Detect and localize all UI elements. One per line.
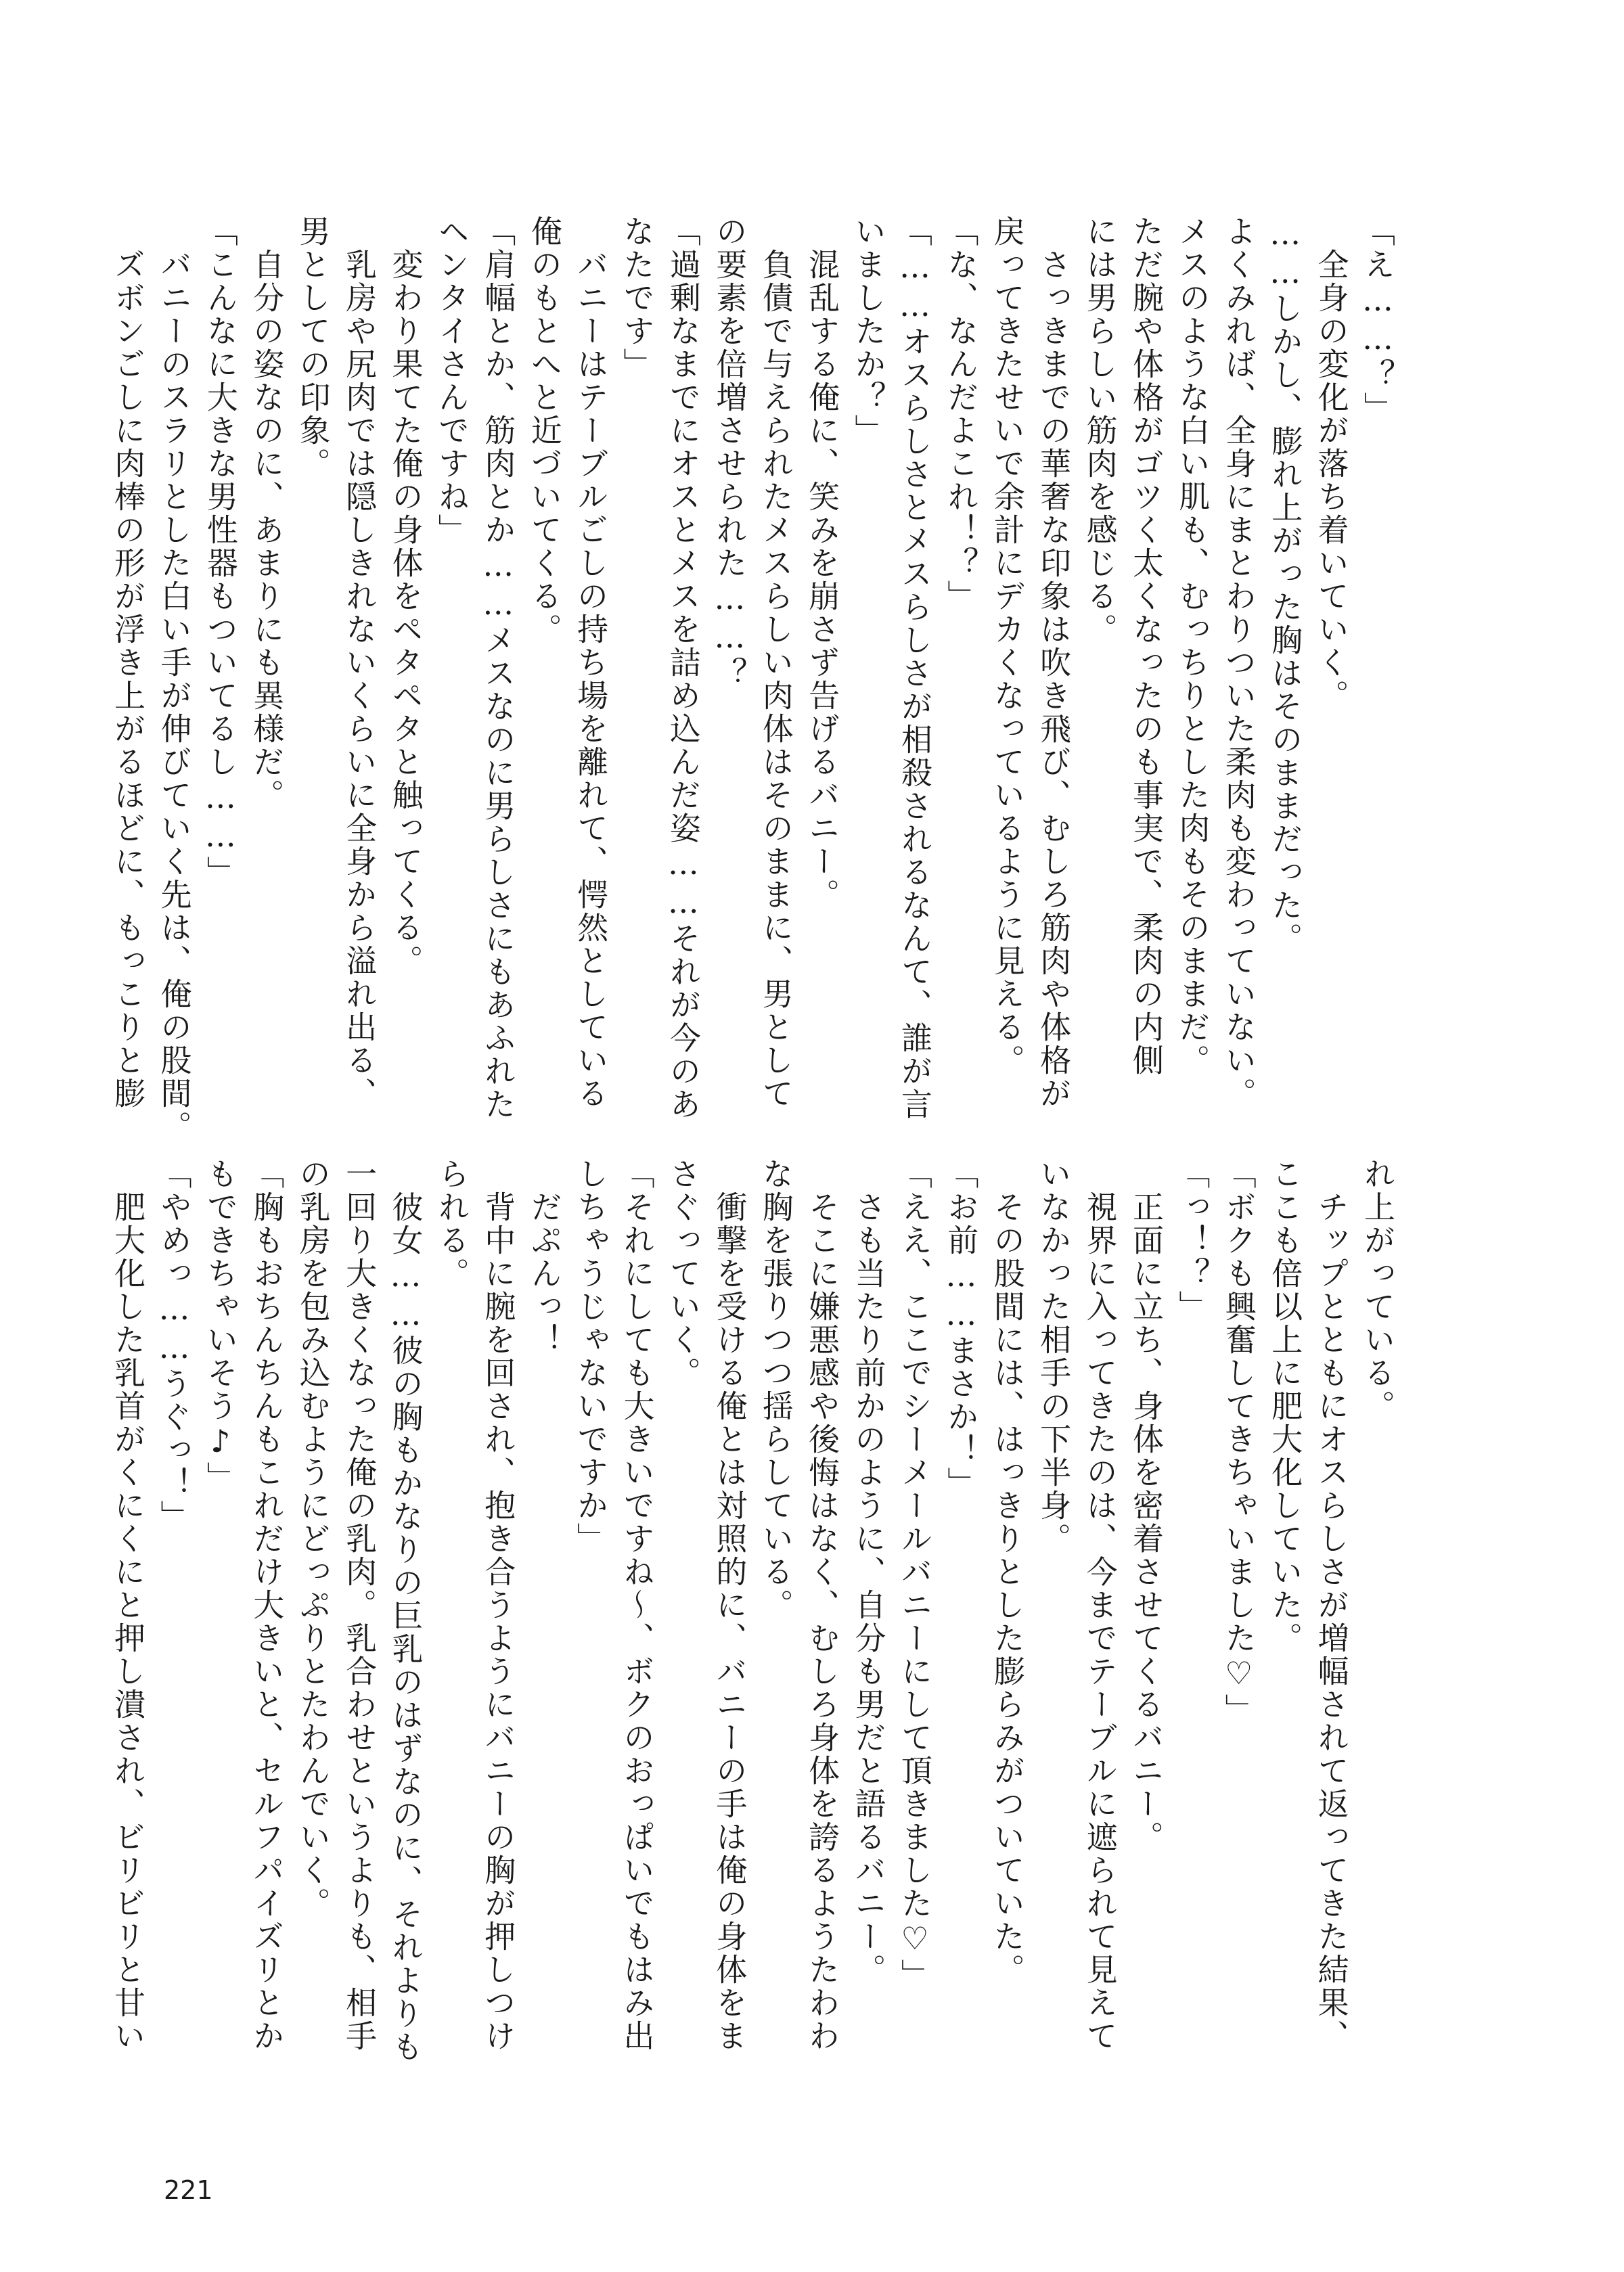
text-line: 肥大化した乳首がくにくにと押し潰され、ビリビリと甘い [110, 1158, 147, 2053]
text-line: ズボンごしに肉棒の形が浮き上がるほどに、もっこりと膨 [110, 215, 147, 1110]
text-line: なたです」 [618, 215, 656, 381]
text-line: さも当たり前かのように、自分も男だと語るバニー。 [850, 1158, 887, 1986]
text-line: 「それにしても大きいですね～、ボクのおっぱいでもはみ出 [618, 1158, 656, 2053]
text-line: 乳房や尻肉では隠しきれないくらいに全身から溢れ出る、 [341, 215, 378, 1110]
text-line: れ上がっている。 [1359, 1158, 1396, 1423]
text-line: 自分の姿なのに、あまりにも異様だ。 [248, 215, 286, 812]
text-line: そこに嫌悪感や後悔はなく、むしろ身体を誇るようたわわ [804, 1158, 841, 2053]
text-line: 「っ！？」 [1174, 1158, 1211, 1323]
text-line: 「え……？」 [1359, 215, 1396, 425]
text-line: 衝撃を受ける俺とは対照的に、バニーの手は俺の身体をま [711, 1158, 748, 2053]
text-line: 変わり果てた俺の身体をペタペタと触ってくる。 [387, 215, 424, 978]
page-number: 221 [164, 2175, 213, 2205]
text-line: しちゃうじゃないですか」 [572, 1158, 610, 1555]
text-line: だぷんっ！ [526, 1158, 563, 1357]
text-line: 「やめっ……うぐっ！」 [156, 1158, 193, 1533]
text-line: 「こんなに大きな男性器もついてるし……」 [202, 215, 239, 889]
text-line: 「お前……まさか！」 [943, 1158, 980, 1500]
text-line: さっきまでの華奢な印象は吹き飛び、むしろ筋肉や体格が [1035, 215, 1073, 1110]
text-line: の要素を倍増させられた……？ [711, 215, 748, 690]
text-line: 「胸もおちんちんもこれだけ大きいと、セルフパイズリとか [248, 1158, 286, 2053]
text-line: いましたか？」 [850, 215, 887, 447]
text-line: もできちゃいそう♪」 [202, 1158, 239, 1495]
text-line: 「ええ、ここでシーメールバニーにして頂きました♡」 [896, 1158, 933, 1992]
text-line: ただ腕や体格がゴツく太くなったのも事実で、柔肉の内側 [1127, 215, 1165, 1077]
text-line: られる。 [433, 1158, 470, 1290]
text-line: バニーのスラリとした白い手が伸びていく先は、俺の股間。 [156, 215, 193, 1143]
text-line: 全身の変化が落ち着いていく。 [1313, 215, 1350, 712]
text-line: さぐっていく。 [664, 1158, 702, 1390]
text-line: メスのような白い肌も、むっちりとした肉もそのままだ。 [1174, 215, 1211, 1077]
text-line: 正面に立ち、身体を密着させてくるバニー。 [1127, 1158, 1165, 1854]
text-line: な胸を張りつつ揺らしている。 [757, 1158, 794, 1622]
text-line: 「肩幅とか、筋肉とか……メスなのに男らしさにもあふれた [480, 215, 517, 1121]
text-line: ここも倍以上に肥大化していた。 [1267, 1158, 1304, 1655]
text-line: よくみれば、全身にまとわりついた柔肉も変わっていない。 [1220, 215, 1257, 1110]
text-line: チップとともにオスらしさが増幅されて返ってきた結果、 [1313, 1158, 1350, 2053]
text-line: 「ボクも興奮してきちゃいました♡」 [1220, 1158, 1257, 1727]
text-line: ……しかし、膨れ上がった胸はそのままだった。 [1267, 215, 1304, 955]
text-line: 「過剰なまでにオスとメスを詰め込んだ姿……それが今のあ [664, 215, 702, 1121]
text-line: 男としての印象。 [294, 215, 332, 480]
text-line: には男らしい筋肉を感じる。 [1081, 215, 1119, 646]
text-line: いなかった相手の下半身。 [1035, 1158, 1073, 1555]
text-line: 俺のもとへと近づいてくる。 [526, 215, 563, 646]
text-line: 混乱する俺に、笑みを崩さず告げるバニー。 [804, 215, 841, 911]
text-line: ヘンタイさんですね」 [433, 215, 470, 547]
text-line: 視界に入ってきたのは、今までテーブルに遮られて見えて [1081, 1158, 1119, 2053]
text-line: 「……オスらしさとメスらしさが相殺されるなんて、誰が言 [896, 215, 933, 1121]
text-line: 一回り大きくなった俺の乳肉。乳合わせというよりも、相手 [341, 1158, 378, 2053]
text-block-bottom [110, 1158, 1401, 2064]
text-line: 「な、なんだよこれ！？」 [943, 215, 980, 613]
text-line: 戻ってきたせいで余計にデカくなっているように見える。 [989, 215, 1026, 1077]
text-block-top [110, 215, 1401, 1143]
text-line: の乳房を包み込むようにどっぷりとたわんでいく。 [294, 1158, 332, 1920]
text-line: 負債で与えられたメスらしい肉体はそのままに、男として [757, 215, 794, 1110]
text-line: 背中に腕を回され、抱き合うようにバニーの胸が押しつけ [480, 1158, 517, 2053]
text-line: その股間には、はっきりとした膨らみがついていた。 [989, 1158, 1026, 1986]
text-line: バニーはテーブルごしの持ち場を離れて、愕然としている [572, 215, 610, 1110]
text-line: 彼女……彼の胸もかなりの巨乳のはずなのに、それよりも [387, 1158, 424, 2064]
